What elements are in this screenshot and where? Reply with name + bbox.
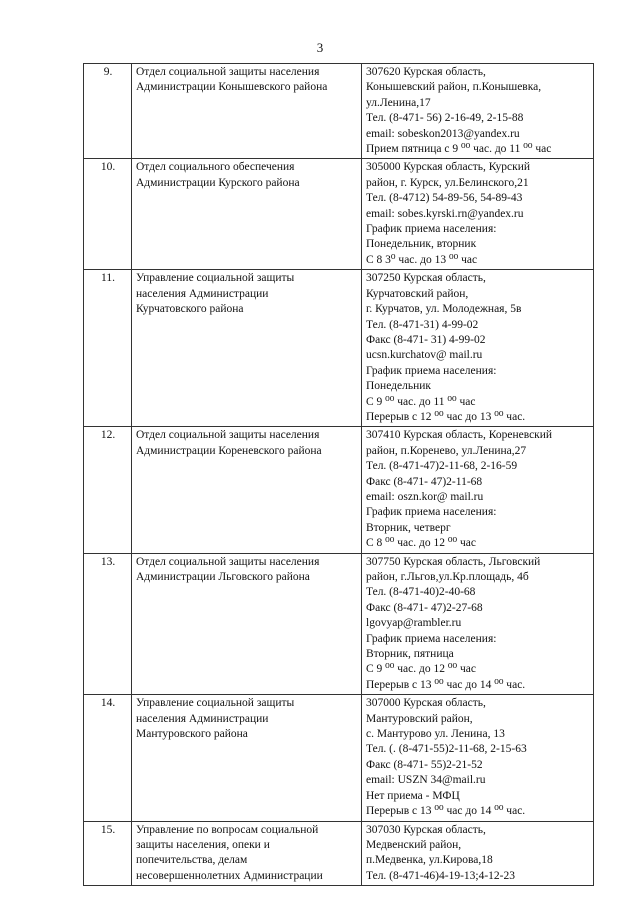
contact-line: Тел. (8-471-47)2-11-68, 2-16-59 <box>366 460 518 473</box>
social-protection-offices-table <box>83 63 594 886</box>
row-number: 11. <box>84 270 132 427</box>
contact-line: Тел. (8-471-46)4-19-13;4-12-23 <box>366 869 516 882</box>
contact-details <box>362 270 594 427</box>
contact-line: С 9 ⁰⁰ час. до 11 ⁰⁰ час <box>366 395 476 408</box>
contact-line: Понедельник, вторник <box>366 238 477 251</box>
contact-details <box>362 553 594 695</box>
row-number: 12. <box>84 427 132 553</box>
contact-details <box>362 821 594 886</box>
table-row <box>84 553 594 695</box>
contact-line: Мантуровский район, <box>366 712 473 725</box>
contact-line: Тел. (8-471-31) 4-99-02 <box>366 318 479 331</box>
contact-line: Перерыв с 13 ⁰⁰ час до 14 ⁰⁰ час. <box>366 678 526 691</box>
contact-line: район, г. Курск, ул.Белинского,21 <box>366 176 529 189</box>
contact-line: ucsn.kurchatov@ mail.ru <box>366 349 483 362</box>
contact-line: Прием пятница с 9 ⁰⁰ час. до 11 ⁰⁰ час <box>366 143 552 156</box>
organization-name <box>132 427 362 553</box>
page-number: 3 <box>316 40 324 55</box>
organization-line: населения Администрации <box>136 287 269 300</box>
contact-line: email: sobes.kyrski.rn@yandex.ru <box>366 207 524 220</box>
contact-line: Перерыв с 12 ⁰⁰ час до 13 ⁰⁰ час. <box>366 410 526 423</box>
contact-line: С 9 ⁰⁰ час. до 12 ⁰⁰ час <box>366 663 476 676</box>
contact-line: Курчатовский район, <box>366 287 469 300</box>
contact-line: г. Курчатов, ул. Молодежная, 5в <box>366 303 522 316</box>
contact-line: Медвенский район, <box>366 838 462 851</box>
contact-line: Тел. (. (8-471-55)2-11-68, 2-15-63 <box>366 743 527 756</box>
contact-line: с. Мантурово ул. Ленина, 13 <box>366 728 505 741</box>
contact-line: Факс (8-471- 47)2-27-68 <box>366 601 483 614</box>
organization-line: Администрации Кореневского района <box>136 444 322 457</box>
contact-line: 307620 Курская область, <box>366 66 486 78</box>
contact-line: email: oszn.kor@ mail.ru <box>366 490 484 503</box>
contact-line: Факс (8-471- 31) 4-99-02 <box>366 333 486 346</box>
organization-line: Отдел социальной защиты населения <box>136 429 320 442</box>
table-body <box>84 64 594 886</box>
organization-name <box>132 159 362 270</box>
contact-details <box>362 159 594 270</box>
contact-line: email: USZN 34@mail.ru <box>366 774 486 787</box>
contact-line: район, п.Коренево, ул.Ленина,27 <box>366 444 527 457</box>
organization-line: несовершеннолетних Администрации <box>136 869 323 882</box>
organization-line: Курчатовского района <box>136 303 244 316</box>
contact-line: 307410 Курская область, Кореневский <box>366 429 553 442</box>
contact-details <box>362 427 594 553</box>
organization-name <box>132 553 362 695</box>
organization-line: попечительства, делам <box>136 854 248 867</box>
contact-line: График приема населения: <box>366 632 497 645</box>
organization-line: Управление по вопросам социальной <box>136 823 319 836</box>
contact-line: График приема населения: <box>366 364 497 377</box>
contact-line: График приема населения: <box>366 506 497 519</box>
organization-line: Управление социальной защиты <box>136 272 295 285</box>
row-number: 15. <box>84 821 132 886</box>
row-number: 10. <box>84 159 132 270</box>
contact-line: С 8 ⁰⁰ час. до 12 ⁰⁰ час <box>366 537 476 550</box>
table-row <box>84 159 594 270</box>
contact-line: п.Медвенка, ул.Кирова,18 <box>366 854 493 867</box>
contact-line: email: sobeskon2013@yandex.ru <box>366 127 520 140</box>
contact-details <box>362 64 594 159</box>
contact-line: Перерыв с 13 ⁰⁰ час до 14 ⁰⁰ час. <box>366 805 526 818</box>
table-row <box>84 427 594 553</box>
table-row <box>84 64 594 159</box>
contact-line: 307030 Курская область, <box>366 823 486 836</box>
organization-line: защиты населения, опеки и <box>136 838 270 851</box>
row-number: 14. <box>84 695 132 821</box>
organization-line: Отдел социального обеспечения <box>136 161 295 174</box>
organization-line: населения Администрации <box>136 712 269 725</box>
row-number: 9. <box>84 64 132 159</box>
table-row <box>84 821 594 886</box>
organization-line: Отдел социальной защиты населения <box>136 555 320 568</box>
organization-line: Мантуровского района <box>136 728 248 741</box>
contact-line: С 8 3⁰ час. до 13 ⁰⁰ час <box>366 253 478 266</box>
organization-name <box>132 695 362 821</box>
contact-line: 307250 Курская область, <box>366 272 486 285</box>
contact-details <box>362 695 594 821</box>
row-number: 13. <box>84 553 132 695</box>
organization-line: Администрации Курского района <box>136 176 300 189</box>
organization-line: Администрации Льговского района <box>136 571 310 583</box>
contact-line: График приема населения: <box>366 223 497 236</box>
contact-line: Понедельник <box>366 380 431 393</box>
contact-line: 307750 Курская область, Льговский <box>366 555 541 568</box>
contact-line: Факс (8-471- 55)2-21-52 <box>366 758 483 771</box>
contact-line: район, г.Льгов,ул.Кр.площадь, 4б <box>366 571 529 583</box>
contact-line: Тел. (8-471-40)2-40-68 <box>366 586 476 599</box>
organization-line: Отдел социальной защиты населения <box>136 66 320 78</box>
contact-line: lgovyap@rambler.ru <box>366 617 462 630</box>
contact-line: Тел. (8-4712) 54-89-56, 54-89-43 <box>366 192 523 205</box>
contact-line: Конышевский район, п.Конышевка, <box>366 81 542 94</box>
contact-line: Тел. (8-471- 56) 2-16-49, 2-15-88 <box>366 112 524 125</box>
contact-line: Факс (8-471- 47)2-11-68 <box>366 475 483 488</box>
contact-line: Нет приема - МФЦ <box>366 789 460 802</box>
contact-line: Вторник, четверг <box>366 521 451 534</box>
contact-line: Вторник, пятница <box>366 648 454 661</box>
contact-line: 305000 Курская область, Курский <box>366 161 531 174</box>
organization-name <box>132 270 362 427</box>
contact-line: 307000 Курская область, <box>366 697 486 710</box>
organization-name <box>132 64 362 159</box>
table-row <box>84 270 594 427</box>
organization-line: Управление социальной защиты <box>136 697 295 710</box>
table-row <box>84 695 594 821</box>
organization-name <box>132 821 362 886</box>
organization-line: Администрации Конышевского района <box>136 81 328 94</box>
contact-line: ул.Ленина,17 <box>366 96 431 109</box>
